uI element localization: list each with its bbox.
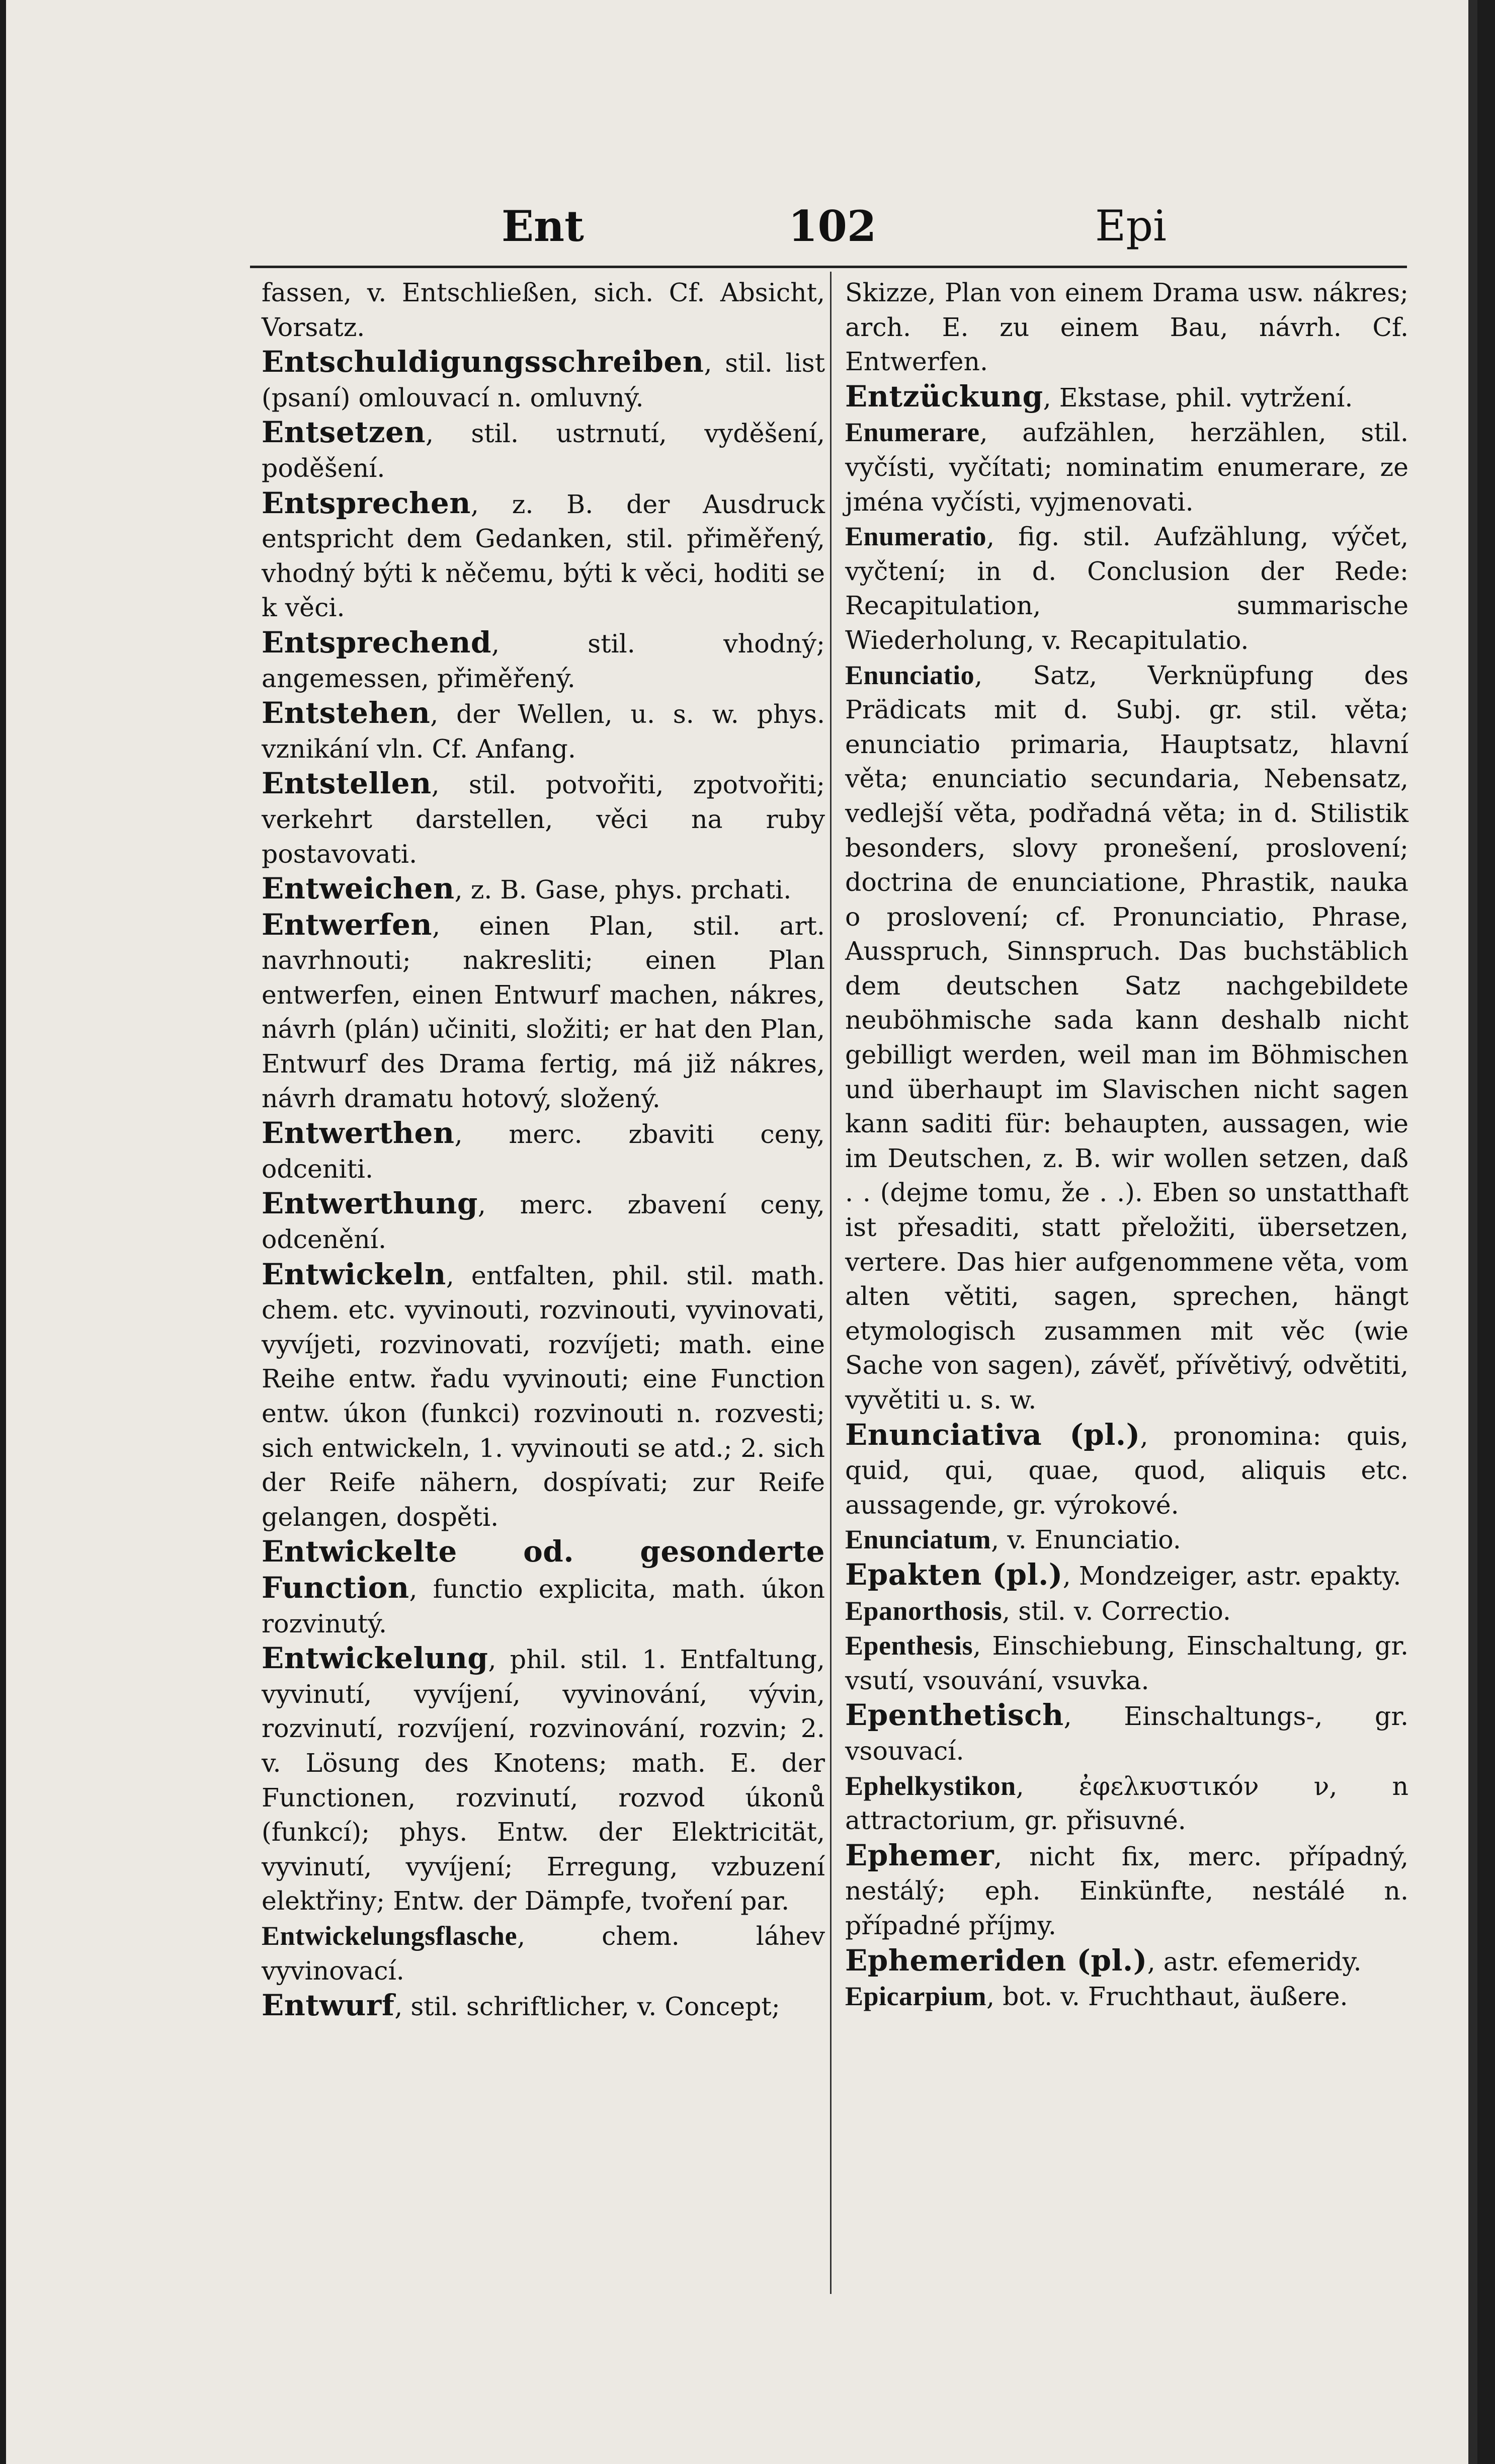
headword: Entsetzen [262, 415, 426, 450]
entry: Enunciatio, Satz, Verknüpfung des Prädicats mit d. Subj. gr. stil. věta; enunciatio primaria, Hauptsatz, hlavní věta; enunciatio secundaria, Nebensatz, vedlejší věta, podřadná věta; in d. Stilistik besonders, slovy pronešení, proslovení; doctrina de enunciatione, Phrastik, nauka o proslovení; cf. Pronunciatio, Phrase, Ausspruch, Sinnspruch. Das buchstäblich dem deutschen Satz nachgebildete neuböhmische sada kann deshalb nicht gebilligt werden, weil man im Böhmischen und überhaupt im Slavischen nicht sagen kann saditi für: behaupten, aussagen, wie im Deutschen, z. B. wir wollen setzen, daß . . (dejme tomu, že . .). Eben so unstatthaft ist přesaditi, statt přeložiti, übersetzen, vertere. Das hier aufgenommene věta, vom alten větiti, sagen, sprechen, hängt etymologisch zusammen mit věc (wie Sache von sagen), závěť, přívětivý, odvětiti, vyvětiti u. s. w. [845, 660, 1408, 1415]
headword: Entweichen [262, 871, 455, 906]
headword: Entzückung [845, 379, 1043, 414]
headword: Entwurf [262, 1988, 395, 2023]
headword: Entstehen [262, 696, 431, 730]
headword: Entstellen [262, 766, 432, 801]
headword: Entschuldigungsschreiben [262, 345, 704, 379]
entry: Entstehen, der Wellen, u. s. w. phys. vznikání vln. Cf. Anfang. [262, 696, 825, 764]
header-left-guide-word: Ent [502, 201, 584, 251]
entry: Enumerare, aufzählen, herzählen, stil. vyčísti, vyčítati; nominatim enumerare, ze jména vyčísti, vyjmenovati. [845, 417, 1408, 517]
entry: Epenthesis, Einschiebung, Einschaltung, gr. vsutí, vsouvání, vsuvka. [845, 1630, 1408, 1695]
headword: Enumeratio [845, 521, 986, 552]
entry: fassen, v. Entschließen, sich. Cf. Absicht, Vorsatz. [262, 278, 825, 342]
headword: Epanorthosis [845, 1595, 1003, 1626]
entry: Entschuldigungsschreiben, stil. list (psaní) omlouvací n. omluvný. [262, 345, 825, 413]
headword: Entwickeln [262, 1257, 446, 1291]
headword: Enumerare [845, 417, 980, 448]
entry: Entstellen, stil. potvořiti, zpotvořiti; verkehrt darstellen, věci na ruby postavovati. [262, 766, 825, 869]
headword: Entwickelungsflasche [262, 1920, 518, 1951]
page-number: 102 [788, 201, 877, 251]
entry: Epicarpium, bot. v. Fruchthaut, äußere. [845, 1981, 1348, 2012]
headword: Ephelkystikon [845, 1770, 1016, 1801]
headword: Ephemeriden (pl.) [845, 1943, 1147, 1978]
headword: Entsprechend [262, 625, 491, 660]
headword: Entwickelte od. gesonderte Function [262, 1534, 825, 1605]
entry: Skizze, Plan von einem Drama usw. nákres; arch. E. zu einem Bau, návrh. Cf. Entwerfen. [845, 278, 1408, 377]
page-edge [1468, 0, 1477, 2464]
headword: Enunciatio [845, 660, 975, 690]
dictionary-page [6, 0, 1477, 2464]
headword: Entwickelung [262, 1641, 488, 1676]
entry: Entwurf, stil. schriftlicher, v. Concept; [262, 1988, 780, 2023]
entry: Entweichen, z. B. Gase, phys. prchati. [262, 871, 792, 906]
entry: Enunciativa (pl.), pronomina: quis, quid, qui, quae, quod, aliquis etc. aussagende, gr. výrokové. [845, 1417, 1408, 1520]
headword: Epicarpium [845, 1981, 987, 2012]
entry: Epanorthosis, stil. v. Correctio. [845, 1595, 1231, 1626]
headword: Entwerthen [262, 1116, 455, 1151]
entry: Entwerfen, einen Plan, stil. art. navrhnouti; nakresliti; einen Plan entwerfen, einen Entwurf machen, nákres, návrh (plán) učiniti, složiti; er hat den Plan, Entwurf des Drama fertig, má již nákres, návrh dramatu hotový, složený. [262, 907, 825, 1113]
headword: Enunciatum [845, 1524, 991, 1555]
entry: Ephemer, nicht fix, merc. případný, nestálý; eph. Einkünfte, nestálé n. případné příjmy. [845, 1838, 1408, 1940]
entry: Entwickeln, entfalten, phil. stil. math. chem. etc. vyvinouti, rozvinouti, vyvinovati, vyvíjeti, rozvinovati, rozvíjeti; math. eine Reihe entw. řadu vyvinouti; eine Function entw. úkon (funkci) rozvinouti n. rozvesti; sich entwickeln, 1. vyvinouti se atd.; 2. sich der Reife nähern, dospívati; zur Reife gelangen, dospěti. [262, 1257, 825, 1532]
entry: Entsprechend, stil. vhodný; angemessen, přiměřený. [262, 625, 825, 693]
headword: Epenthetisch [845, 1698, 1064, 1733]
entry: Entwickelte od. gesonderte Function, functio explicita, math. úkon rozvinutý. [262, 1534, 825, 1638]
right-column [845, 276, 1408, 2014]
headword: Entsprechen [262, 485, 471, 520]
headword: Entwerthung [262, 1186, 478, 1221]
entry: Ephelkystikon, ἐφελκυστικόν ν, n attractorium, gr. přisuvné. [845, 1770, 1408, 1836]
entry: Epakten (pl.), Mondzeiger, astr. epakty. [845, 1557, 1401, 1592]
entry: Entsetzen, stil. ustrnutí, vyděšení, poděšení. [262, 415, 825, 483]
headword: Epakten (pl.) [845, 1557, 1063, 1592]
header-rule [250, 266, 1407, 268]
entry: Enumeratio, fig. stil. Aufzählung, výčet, vyčtení; in d. Conclusion der Rede: Recapitulation, summarische Wiederholung, v. Recapitulatio. [845, 521, 1408, 655]
entry: Entwickelungsflasche, chem. láhev vyvinovací. [262, 1920, 825, 1986]
entry: Entsprechen, z. B. der Ausdruck entspricht dem Gedanken, stil. přiměřený, vhodný býti k něčemu, býti k věci, hoditi se k věci. [262, 485, 825, 623]
headword: Entwerfen [262, 907, 433, 942]
entry: Enunciatum, v. Enunciatio. [845, 1524, 1181, 1555]
headword: Enunciativa (pl.) [845, 1417, 1140, 1452]
running-header [6, 201, 1477, 262]
entry: Ephemeriden (pl.), astr. efemeridy. [845, 1943, 1362, 1978]
headword: Epenthesis [845, 1630, 973, 1661]
entry: Entwerthung, merc. zbavení ceny, odcenění. [262, 1186, 825, 1255]
headword: Ephemer [845, 1838, 994, 1872]
entry: Entwerthen, merc. zbaviti ceny, odceniti. [262, 1116, 825, 1184]
entry: Entzückung, Ekstase, phil. vytržení. [845, 379, 1353, 414]
entry: Entwickelung, phil. stil. 1. Entfaltung, vyvinutí, vyvíjení, vyvinování, vývin, rozvinutí, rozvíjení, rozvinování, rozvin; 2. v. Lösung des Knotens; math. E. der Functionen, rozvinutí, rozvod úkonů (funkcí); phys. Entw. der Elektricität, vyvinutí, vyvíjení; Erregung, vzbuzení elektřiny; Entw. der Dämpfe, tvoření par. [262, 1641, 825, 1916]
column-divider [830, 272, 832, 2294]
entry: Epenthetisch, Einschaltungs-, gr. vsouvací. [845, 1698, 1408, 1766]
header-right-guide-word: Epi [1095, 201, 1167, 251]
left-column [262, 276, 825, 2024]
